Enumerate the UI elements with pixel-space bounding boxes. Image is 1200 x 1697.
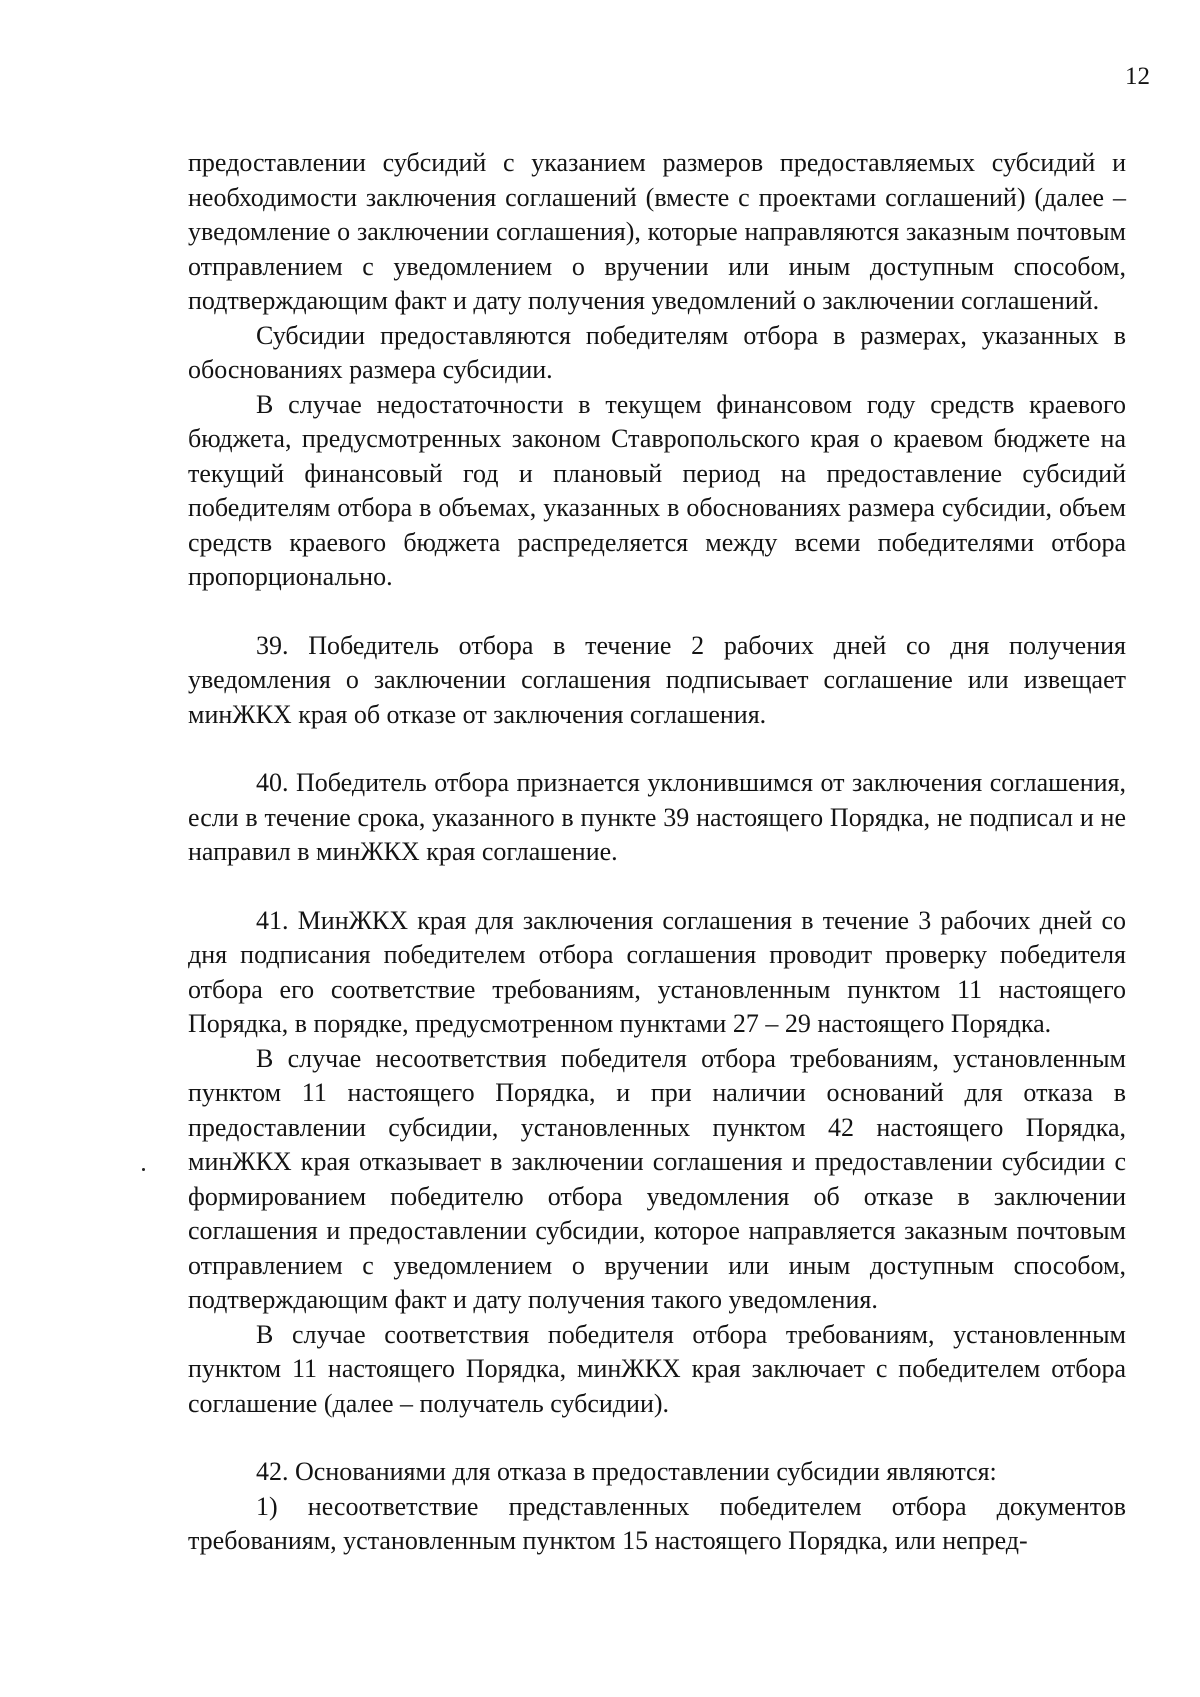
paragraph-item-41-noncompliance: В случае несоответствия победителя отбора требованиям, установленным пунктом 11 настоящего Порядка, и при наличии оснований для отказа в предоставлении субсидии, установленных пунктом 42 настоящего Порядка, минЖКХ края отказывает в заключении соглашения и предоставлении субсидии с формированием победителю отбора уведомления об отказе в заключении соглашения и предоставлении субсидии, которое направляется заказным почтовым отправлением с уведомлением о вручении или иным доступным способом, подтверждающим факт и дату получения такого уведомления. bbox=[188, 1043, 1126, 1314]
paragraph-item-41: 41. МинЖКХ края для заключения соглашения в течение 3 рабочих дней со дня подписания победителем отбора соглашения проводит проверку победителя отбора его соответствие требованиям, установленным пунктом 11 настоящего Порядка, в порядке, предусмотренном пунктами 27 – 29 настоящего Порядка. bbox=[188, 905, 1126, 1038]
paragraph-item-42-subitem-1: 1) несоответствие представленных победителем отбора документов требованиям, установленным пунктом 15 настоящего Порядка, или непред- bbox=[188, 1491, 1126, 1555]
paragraph-item-39: 39. Победитель отбора в течение 2 рабочих дней со дня получения уведомления о заключении соглашения подписывает соглашение или извещает минЖКХ края об отказе от заключения соглашения. bbox=[188, 630, 1126, 729]
paragraph-notification-continuation: предоставлении субсидий с указанием размеров предоставляемых субсидий и необходимости заключения соглашений (вместе с проектами соглашений) (далее – уведомление о заключении соглашения), которые направляются заказным почтовым отправлением с уведомлением о вручении или иным доступным способом, подтверждающим факт и дату получения уведомлений о заключении соглашений. bbox=[188, 148, 1126, 315]
paragraph-budget-shortage: В случае недостаточности в текущем финансовом году средств краевого бюджета, предусмотренных законом Ставропольского края о краевом бюджете на текущий финансовый год и плановый период на предоставление субсидий победителям отбора в объемах, указанных в обоснованиях размера субсидии, объем средств краевого бюджета распределяется между всеми победителями отбора пропорционально. bbox=[188, 389, 1126, 591]
paragraph-subsidy-amounts: Субсидии предоставляются победителям отбора в размерах, указанных в обоснованиях размера субсидии. bbox=[188, 320, 1126, 384]
paragraph-item-41-compliance: В случае соответствия победителя отбора требованиям, установленным пунктом 11 настоящего Порядка, минЖКХ края заключает с победителем отбора соглашение (далее – получатель субсидии). bbox=[188, 1319, 1126, 1418]
page-number: 12 bbox=[1125, 63, 1150, 90]
paragraph-item-40: 40. Победитель отбора признается уклонившимся от заключения соглашения, если в течение срока, указанного в пункте 39 настоящего Порядка, не подписал и не направил в минЖКХ края соглашение. bbox=[188, 768, 1126, 866]
document-body bbox=[188, 146, 1126, 1559]
paragraph-item-42: 42. Основаниями для отказа в предоставлении субсидии являются: bbox=[256, 1457, 997, 1486]
scan-artifact-dot bbox=[142, 1168, 145, 1171]
